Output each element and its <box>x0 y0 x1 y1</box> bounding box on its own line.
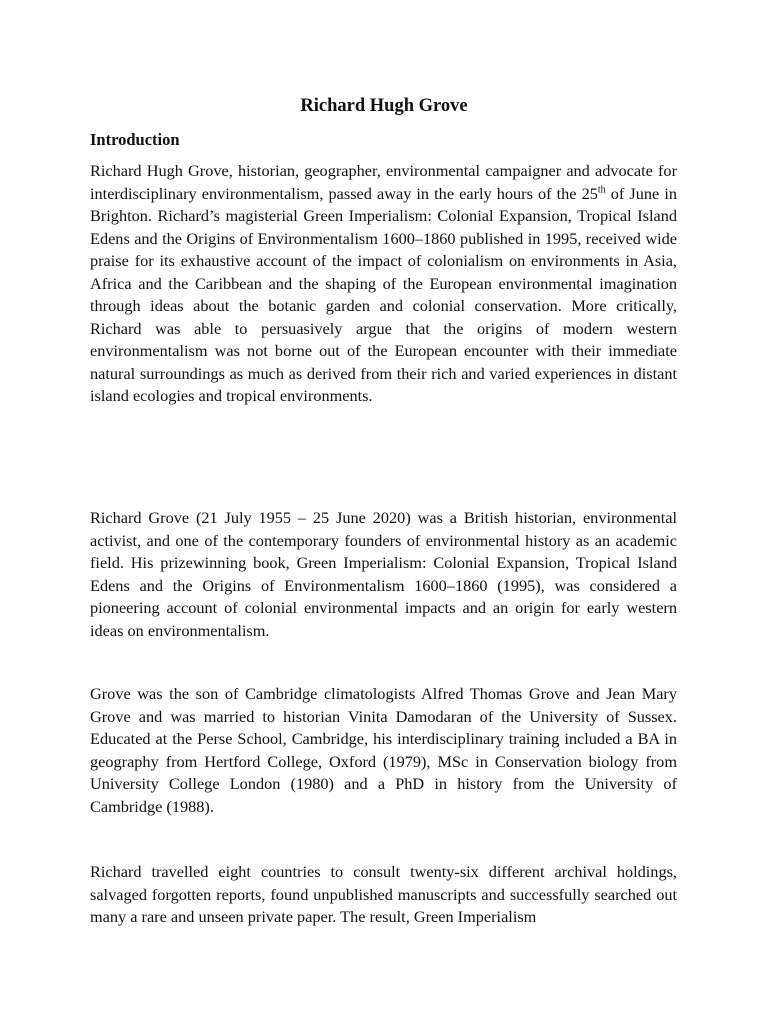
document-title: Richard Hugh Grove <box>300 96 468 116</box>
ordinal-suffix: th <box>597 184 606 196</box>
section-heading-introduction: Introduction <box>90 130 180 149</box>
paragraph-family-education: Grove was the son of Cambridge climatologists Alfred Thomas Grove and Jean Mary Grove and was married to historian Vinita Damodaran of the University of Sussex. Educated at the Perse School, Cambridge, his interdisciplinary training included a BA in geography from Hertford College, Oxford (1979), MSc in Conservation biology from University College London (1980) and a PhD in history from the University of Cambridge (1988). <box>90 684 677 816</box>
paragraph-research: Richard travelled eight countries to consult twenty-six different archival holdings, salvaged forgotten reports, found unpublished manuscripts and successfully searched out many a rare and unseen private paper. The result, Green Imperialism <box>90 862 677 926</box>
paragraph-text: Richard Hugh Grove, historian, geographer, environmental campaigner and advocate for interdisciplinary environmentalism, passed away in the early hours of the 25 <box>90 161 677 203</box>
paragraph-introduction <box>90 160 677 408</box>
paragraph-biography: Richard Grove (21 July 1955 – 25 June 2020) was a British historian, environmental activist, and one of the contemporary founders of environmental history as an academic field. His prizewinning book, Green Imperialism: Colonial Expansion, Tropical Island Edens and the Origins of Environmentalism 1600–1860 (1995), was considered a pioneering account of colonial environmental impacts and an origin for early western ideas on environmentalism. <box>90 508 677 640</box>
paragraph-text: of June in Brighton. Richard’s magisterial Green Imperialism: Colonial Expansion, Tropical Island Edens and the Origins of Environmentalism 1600–1860 published in 1995, received wide praise for its exhaustive account of the impact of colonialism on environments in Asia, Africa and the Caribbean and the shaping of the European environmental imagination through ideas about the botanic garden and colonial conservation. More critically, Richard was able to persuasively argue that the origins of modern western environmentalism was not borne out of the European encounter with their immediate natural surroundings as much as derived from their rich and varied experiences in distant island ecologies and tropical environments. <box>90 183 677 405</box>
